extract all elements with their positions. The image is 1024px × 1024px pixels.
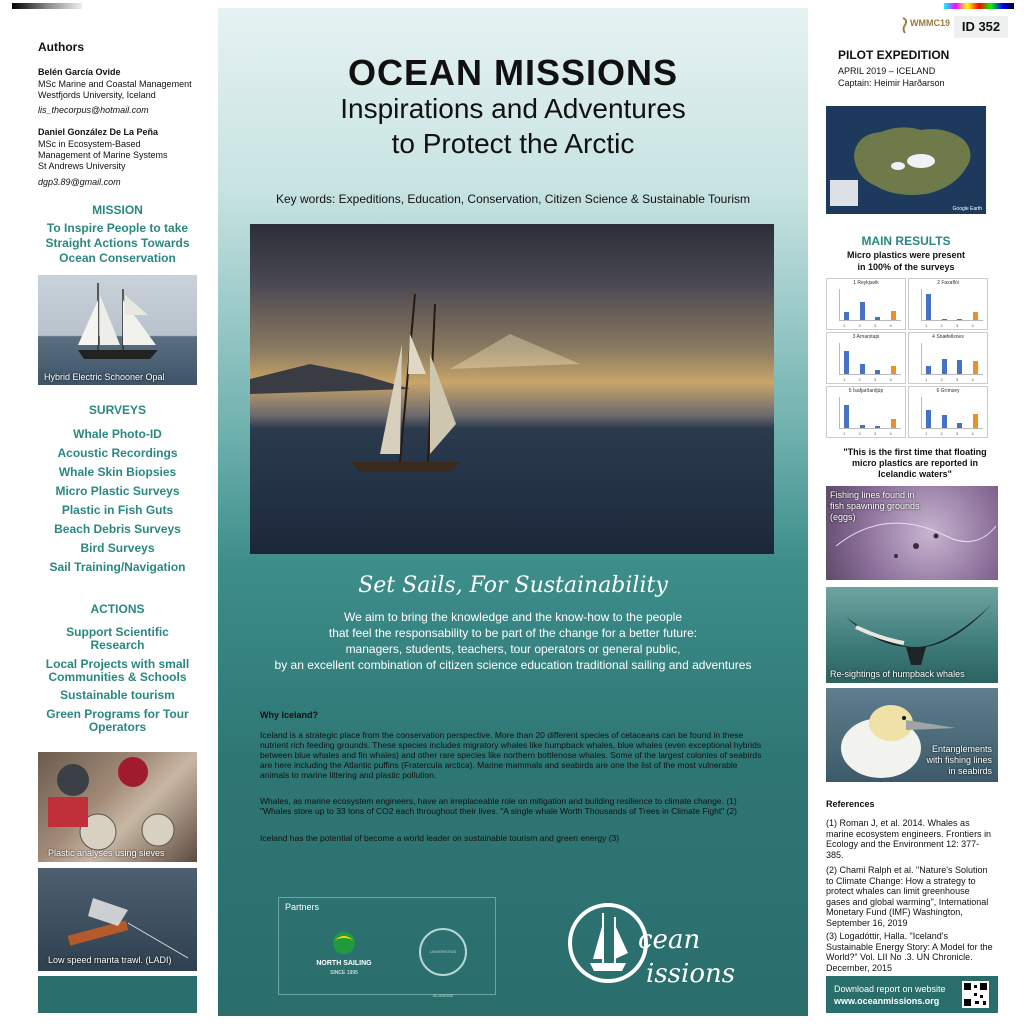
trawl-caption: Low speed manta trawl. (LADI) [48,955,172,965]
chart-bar [875,426,880,428]
chart-tick-label: 2 [858,323,861,328]
sailing-scene [250,224,774,554]
keywords: Key words: Expeditions, Education, Conservation, Citizen Science & Sustainable Tourism [275,192,751,206]
wmmc-logo [896,16,948,36]
chart-bar [875,370,880,374]
chart-bar [844,312,849,320]
chart-tick-label: 2 [858,431,861,436]
slogan: Set Sails, For Sustainability [358,573,668,598]
chart-tick-label: 1 [925,377,928,382]
logo-text-line-2: issions [646,959,736,989]
chart-title: 4 Snæfellsnes [932,334,964,340]
why-iceland-paragraph-3: Iceland has the potential of become a world leader on sustainable tourism and green energy (3) [260,833,620,843]
map-credit: Google Earth [952,206,982,212]
results-quote: "This is the first time that floating micro plastics are reported in Icelandic waters" [843,447,987,479]
chart-bar [860,425,865,428]
author1-line1: MSc Marine and Coastal Management [38,79,192,89]
chart-panel [908,386,988,438]
author2-line3: St Andrews University [38,161,126,171]
humpback-caption: Re-sightings of humpback whales [830,669,965,679]
schooner-illustration [38,275,197,385]
survey-item: Acoustic Recordings [57,446,178,460]
why-iceland-paragraph-1: Iceland is a strategic place from the conservation perspective. More than 20 different species of cetaceans can be found in these nutrient rich feeding grounds. These species includes migratory whales like humpback whales, blue whales (even exceptional hybrids between blue whales and fin whales) and other rare species like northern bottlenose whales. Some of the largest colonies of seabirds are here including the Atlantic puffins (Fratercula arctica). Marine mammals and seabirds are one the list of the most vulnerable animals to marine littering and plastic pollution. [260,730,762,780]
aim-line-2: that feel the responsability to be part of the change for a better future: [328,626,698,640]
chart-tick-label: 4 [889,323,892,328]
chart-plot-area [839,289,901,321]
chart-tick-label: 4 [889,431,892,436]
microplastic-charts [826,278,986,438]
website-link[interactable]: www.oceanmissions.org [834,996,940,1006]
chart-plot-area [839,397,901,429]
chart-bar [957,423,962,428]
chart-panel [826,386,906,438]
chart-bar [860,302,865,320]
poster-id: ID 352 [954,16,1008,38]
chart-tick-label: 4 [971,377,974,382]
survey-item: Whale Skin Biopsies [58,465,177,479]
why-iceland-heading: Why Iceland? [260,710,319,720]
chart-title: 6 Grímsey [936,388,960,394]
aim-line-4: by an excellent combination of citizen science education traditional sailing and adventures [274,658,752,672]
wmmc-logo-text: WMMC19 [910,18,950,28]
author2-name: Daniel González De La Peña [38,127,159,137]
chart-tick-label: 4 [971,323,974,328]
results-line-2: in 100% of the surveys [857,262,955,272]
chart-title: 1 Reykjavik [853,280,879,286]
iceland-map-illustration [826,106,986,214]
chart-bar [957,319,962,320]
chart-bar [942,319,947,320]
actions-heading: ACTIONS [90,602,145,616]
action-item: Sustainable tourism [60,688,175,702]
mission-heading: MISSION [92,203,143,217]
university-seal [419,928,467,998]
poster-subtitle-1: Inspirations and Adventures [340,93,686,124]
schooner-caption: Hybrid Electric Schooner Opal [44,372,165,382]
aim-line-3: managers, students, teachers, tour operators or general public, [345,642,681,656]
color-strip-right [944,3,1014,9]
surveys-list [30,427,205,579]
reference-3: (3) Logadóttir, Halla. "Iceland's Sustainable Energy Story: A Model for the World?" Vol. LII No .3. UN Chronicle. December, 2015 [826,931,993,973]
chart-bar [942,359,947,375]
schooner-photo [38,275,197,385]
color-strip-left [12,3,82,9]
aim-line-1: We aim to bring the knowledge and the know-how to the people [344,610,682,624]
fishing-lines-caption: Fishing lines found in fish spawning grounds (eggs) [830,490,920,522]
download-text: Download report on website [834,984,946,994]
iceland-map [826,106,986,214]
download-footer[interactable] [826,976,998,1013]
logo-text-line-1: cean [638,925,701,955]
partner-north-sailing-sub: SINCE 1995 [330,970,358,976]
authors-heading: Authors [38,40,84,54]
chart-bar [973,312,978,320]
chart-title: 3 Arnarstapi [852,334,880,340]
results-heading: MAIN RESULTS [861,234,951,248]
chart-tick-label: 2 [940,377,943,382]
chart-tick-label: 3 [874,377,877,382]
partner-north-sailing: NORTH SAILING [316,960,372,967]
chart-bar [926,294,931,320]
chart-panel [826,332,906,384]
chart-tick-label: 4 [889,377,892,382]
author2-line2: Management of Marine Systems [38,150,168,160]
university-seal-text: UNIVERSITAS ISLANDIAE [429,949,457,998]
chart-tick-label: 2 [858,377,861,382]
chart-tick-label: 3 [956,431,959,436]
survey-item: Sail Training/Navigation [49,560,186,574]
chart-bar [942,415,947,428]
chart-bar [844,351,849,374]
chart-plot-area [839,343,901,375]
chart-panel [908,332,988,384]
qr-code-icon [962,981,989,1008]
chart-tick-label: 3 [874,323,877,328]
author2-email[interactable]: dgp3.89@gmail.com [38,177,121,187]
chart-title: 2 Faxaflói [937,280,959,286]
fishing-lines-photo [826,486,998,580]
chart-tick-label: 1 [925,323,928,328]
surveys-heading: SURVEYS [88,403,147,417]
survey-item: Whale Photo-ID [73,427,162,441]
expedition-date: APRIL 2019 – ICELAND [838,66,936,76]
chart-bar [926,410,931,428]
ship-logo-icon [568,893,638,989]
chart-bar [926,366,931,374]
chart-plot-area [921,289,983,321]
author1-name: Belén García Ovide [38,67,121,77]
reference-2: (2) Chami Ralph et al. "Nature's Solution to Climate Change: How a strategy to protect whales can limit greenhouse gases and global warming", International Monetary Fund (IMF) Washington, September 16, 2019 [826,865,989,928]
survey-item: Micro Plastic Surveys [55,484,180,498]
survey-item: Beach Debris Surveys [54,522,181,536]
chart-tick-label: 3 [874,431,877,436]
main-sailing-photo [250,224,774,554]
chart-bar [973,361,978,374]
chart-tick-label: 3 [956,323,959,328]
north-sailing-logo-icon [329,930,359,956]
ocean-missions-logo [568,893,758,1003]
humpback-photo [826,587,998,683]
chart-bar [973,414,978,428]
chart-tick-label: 2 [940,431,943,436]
partners-heading: Partners [285,902,320,912]
chart-tick-label: 4 [971,431,974,436]
chart-bar [875,317,880,320]
chart-tick-label: 3 [956,377,959,382]
chart-tick-label: 1 [925,431,928,436]
left-footer-bar [38,976,197,1013]
author1-line2: Westfjords University, Iceland [38,90,156,100]
results-line-1: Micro plastics were present [846,250,966,260]
survey-item: Plastic in Fish Guts [61,503,174,517]
chart-panel [826,278,906,330]
mission-text: To Inspire People to take Straight Actions Towards Ocean Conservation [45,221,190,265]
chart-tick-label: 1 [843,431,846,436]
chart-bar [891,419,896,428]
seabird-caption: Entanglements with fishing lines in seabirds [926,744,992,776]
sieve-photo [38,752,197,862]
action-item: Green Programs for Tour Operators [46,707,189,734]
action-item: Local Projects with small Communities & Schools [45,657,190,684]
partners-box [278,897,496,998]
trawl-photo [38,868,197,971]
sieve-illustration [38,752,197,862]
expedition-captain: Captain: Heimir Harðarson [838,78,945,88]
chart-bar [860,364,865,374]
chart-panel [908,278,988,330]
author2-line1: MSc in Ecosystem-Based [38,139,141,149]
author1-email[interactable]: lis_thecorpus@hotmail.com [38,105,149,115]
action-item: Support Scientific Research [66,625,169,652]
references-heading: References [826,799,875,809]
chart-tick-label: 1 [843,377,846,382]
center-panel [218,8,808,1016]
survey-item: Bird Surveys [80,541,155,555]
sieve-caption: Plastic analyses using sieves [48,848,165,858]
qr-code[interactable] [962,981,989,1008]
chart-tick-label: 1 [843,323,846,328]
chart-tick-label: 2 [940,323,943,328]
chart-bar [891,366,896,374]
why-iceland-paragraph-2: Whales, as marine ecosystem engineers, have an irreplaceable role on mitigation and building resilience to climate change. (1) "Whales store up to 33 tons of CO2 each throughout their lives. "A single whale Worth Thousands of Trees in Climate Fight" (2) [260,796,737,816]
poster-title: OCEAN MISSIONS [347,52,679,93]
expedition-heading: PILOT EXPEDITION [838,48,950,62]
chart-plot-area [921,397,983,429]
chart-plot-area [921,343,983,375]
seabird-photo [826,688,998,782]
chart-bar [957,360,962,374]
poster-subtitle-2: to Protect the Arctic [391,128,635,159]
chart-title: 5 Ísafjarðardjúp [848,388,884,394]
reference-1: (1) Roman J, et al. 2014. Whales as marine ecosystem engineers. Frontiers in Ecology and the Environment 12: 377-385. [826,818,992,860]
chart-bar [844,405,849,428]
seahorse-icon [896,16,910,34]
chart-bar [891,311,896,320]
